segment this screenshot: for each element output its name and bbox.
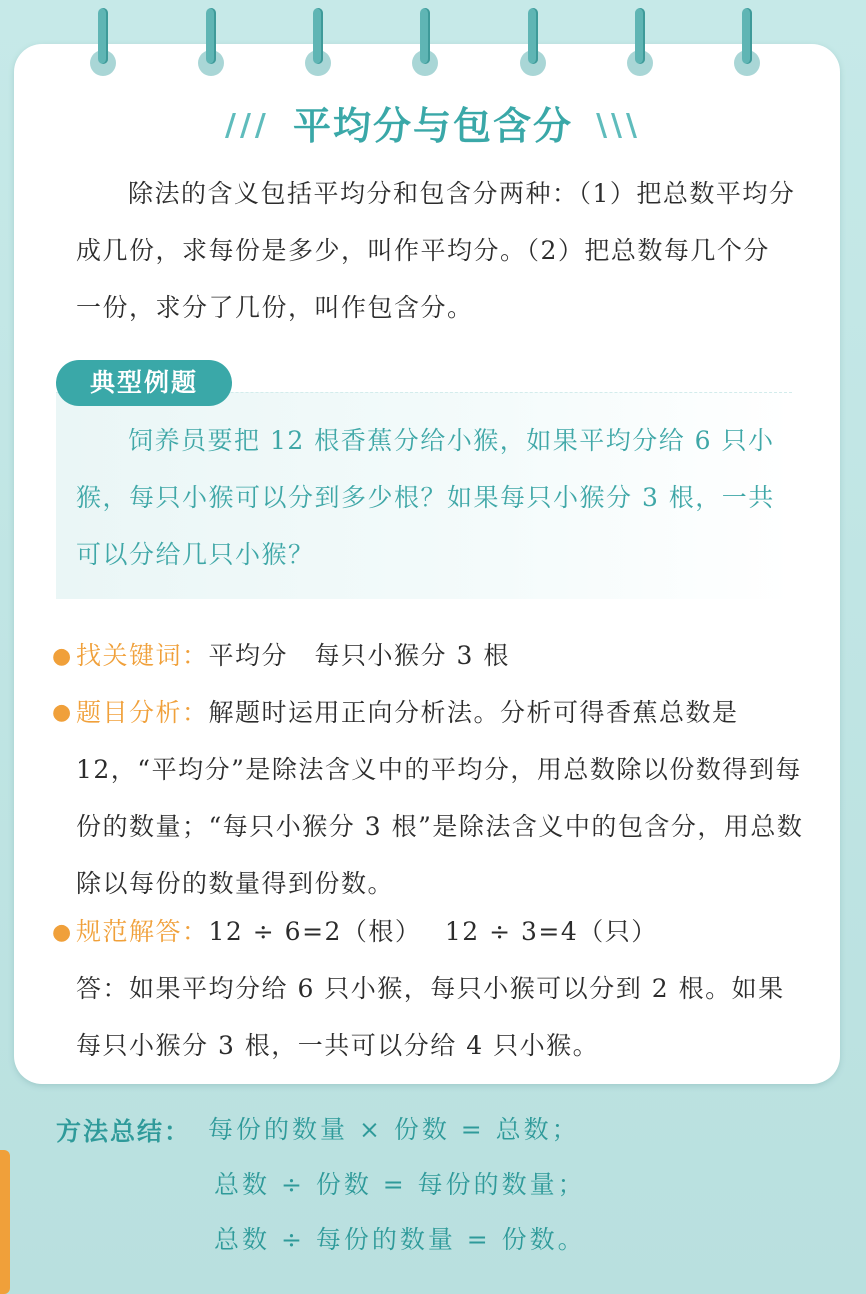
title-bar <box>0 96 866 156</box>
binder-ring-icon <box>198 8 224 76</box>
binder-ring-icon <box>520 8 546 76</box>
bullet-dot-icon: ● <box>52 920 72 945</box>
solution-value: 12 ÷ 6=2（根） 12 ÷ 3=4（只） <box>208 917 658 946</box>
solution-row <box>76 903 806 960</box>
binder-ring-icon <box>305 8 331 76</box>
analysis-value: 解题时运用正向分析法。分析可得香蕉总数是 12，“平均分”是除法含义中的平均分，用总数除以份数得到每份的数量；“每只小猴分 3 根”是除法含义中的包含分，用总数除以每份的数量得到份数。 <box>76 698 804 898</box>
analysis-row <box>76 684 806 912</box>
example-label: 典型例题 <box>56 360 232 406</box>
solution-label: 规范解答： <box>76 917 209 946</box>
example-text: 饲养员要把 12 根香蕉分给小猴，如果平均分给 6 只小猴，每只小猴可以分到多少根？如果每只小猴分 3 根，一共可以分给几只小猴？ <box>76 426 775 569</box>
binder-ring-icon <box>734 8 760 76</box>
answer-text: 答：如果平均分给 6 只小猴，每只小猴可以分到 2 根。如果每只小猴分 3 根，一共可以分给 4 只小猴。 <box>76 974 785 1060</box>
summary-line: 每份的数量 × 份数 = 总数； <box>208 1115 580 1144</box>
binder-ring-icon <box>412 8 438 76</box>
summary-label: 方法总结： <box>56 1117 192 1146</box>
binder-ring-icon <box>90 8 116 76</box>
title-left-decoration: /// <box>225 108 270 143</box>
summary-line: 总数 ÷ 每份的数量 = 份数。 <box>214 1225 586 1254</box>
keywords-label: 找关键词： <box>76 641 209 670</box>
binder-ring-icon <box>627 8 653 76</box>
keywords-row <box>76 627 806 684</box>
orange-tab-edge <box>0 1150 10 1294</box>
title-right-decoration: \\\ <box>596 108 641 143</box>
summary-line: 总数 ÷ 份数 = 每份的数量； <box>214 1170 586 1199</box>
page-title: 平均分与包含分 <box>292 104 573 148</box>
bullet-dot-icon: ● <box>52 700 72 725</box>
intro-paragraph: 除法的含义包括平均分和包含分两种：（1）把总数平均分成几份，求每份是多少，叫作平均分。（2）把总数每几个分一份，求分了几份，叫作包含分。 <box>76 179 796 322</box>
keywords-value: 平均分 每只小猴分 3 根 <box>208 641 510 670</box>
bullet-dot-icon: ● <box>52 644 72 669</box>
analysis-label: 题目分析： <box>76 698 209 727</box>
